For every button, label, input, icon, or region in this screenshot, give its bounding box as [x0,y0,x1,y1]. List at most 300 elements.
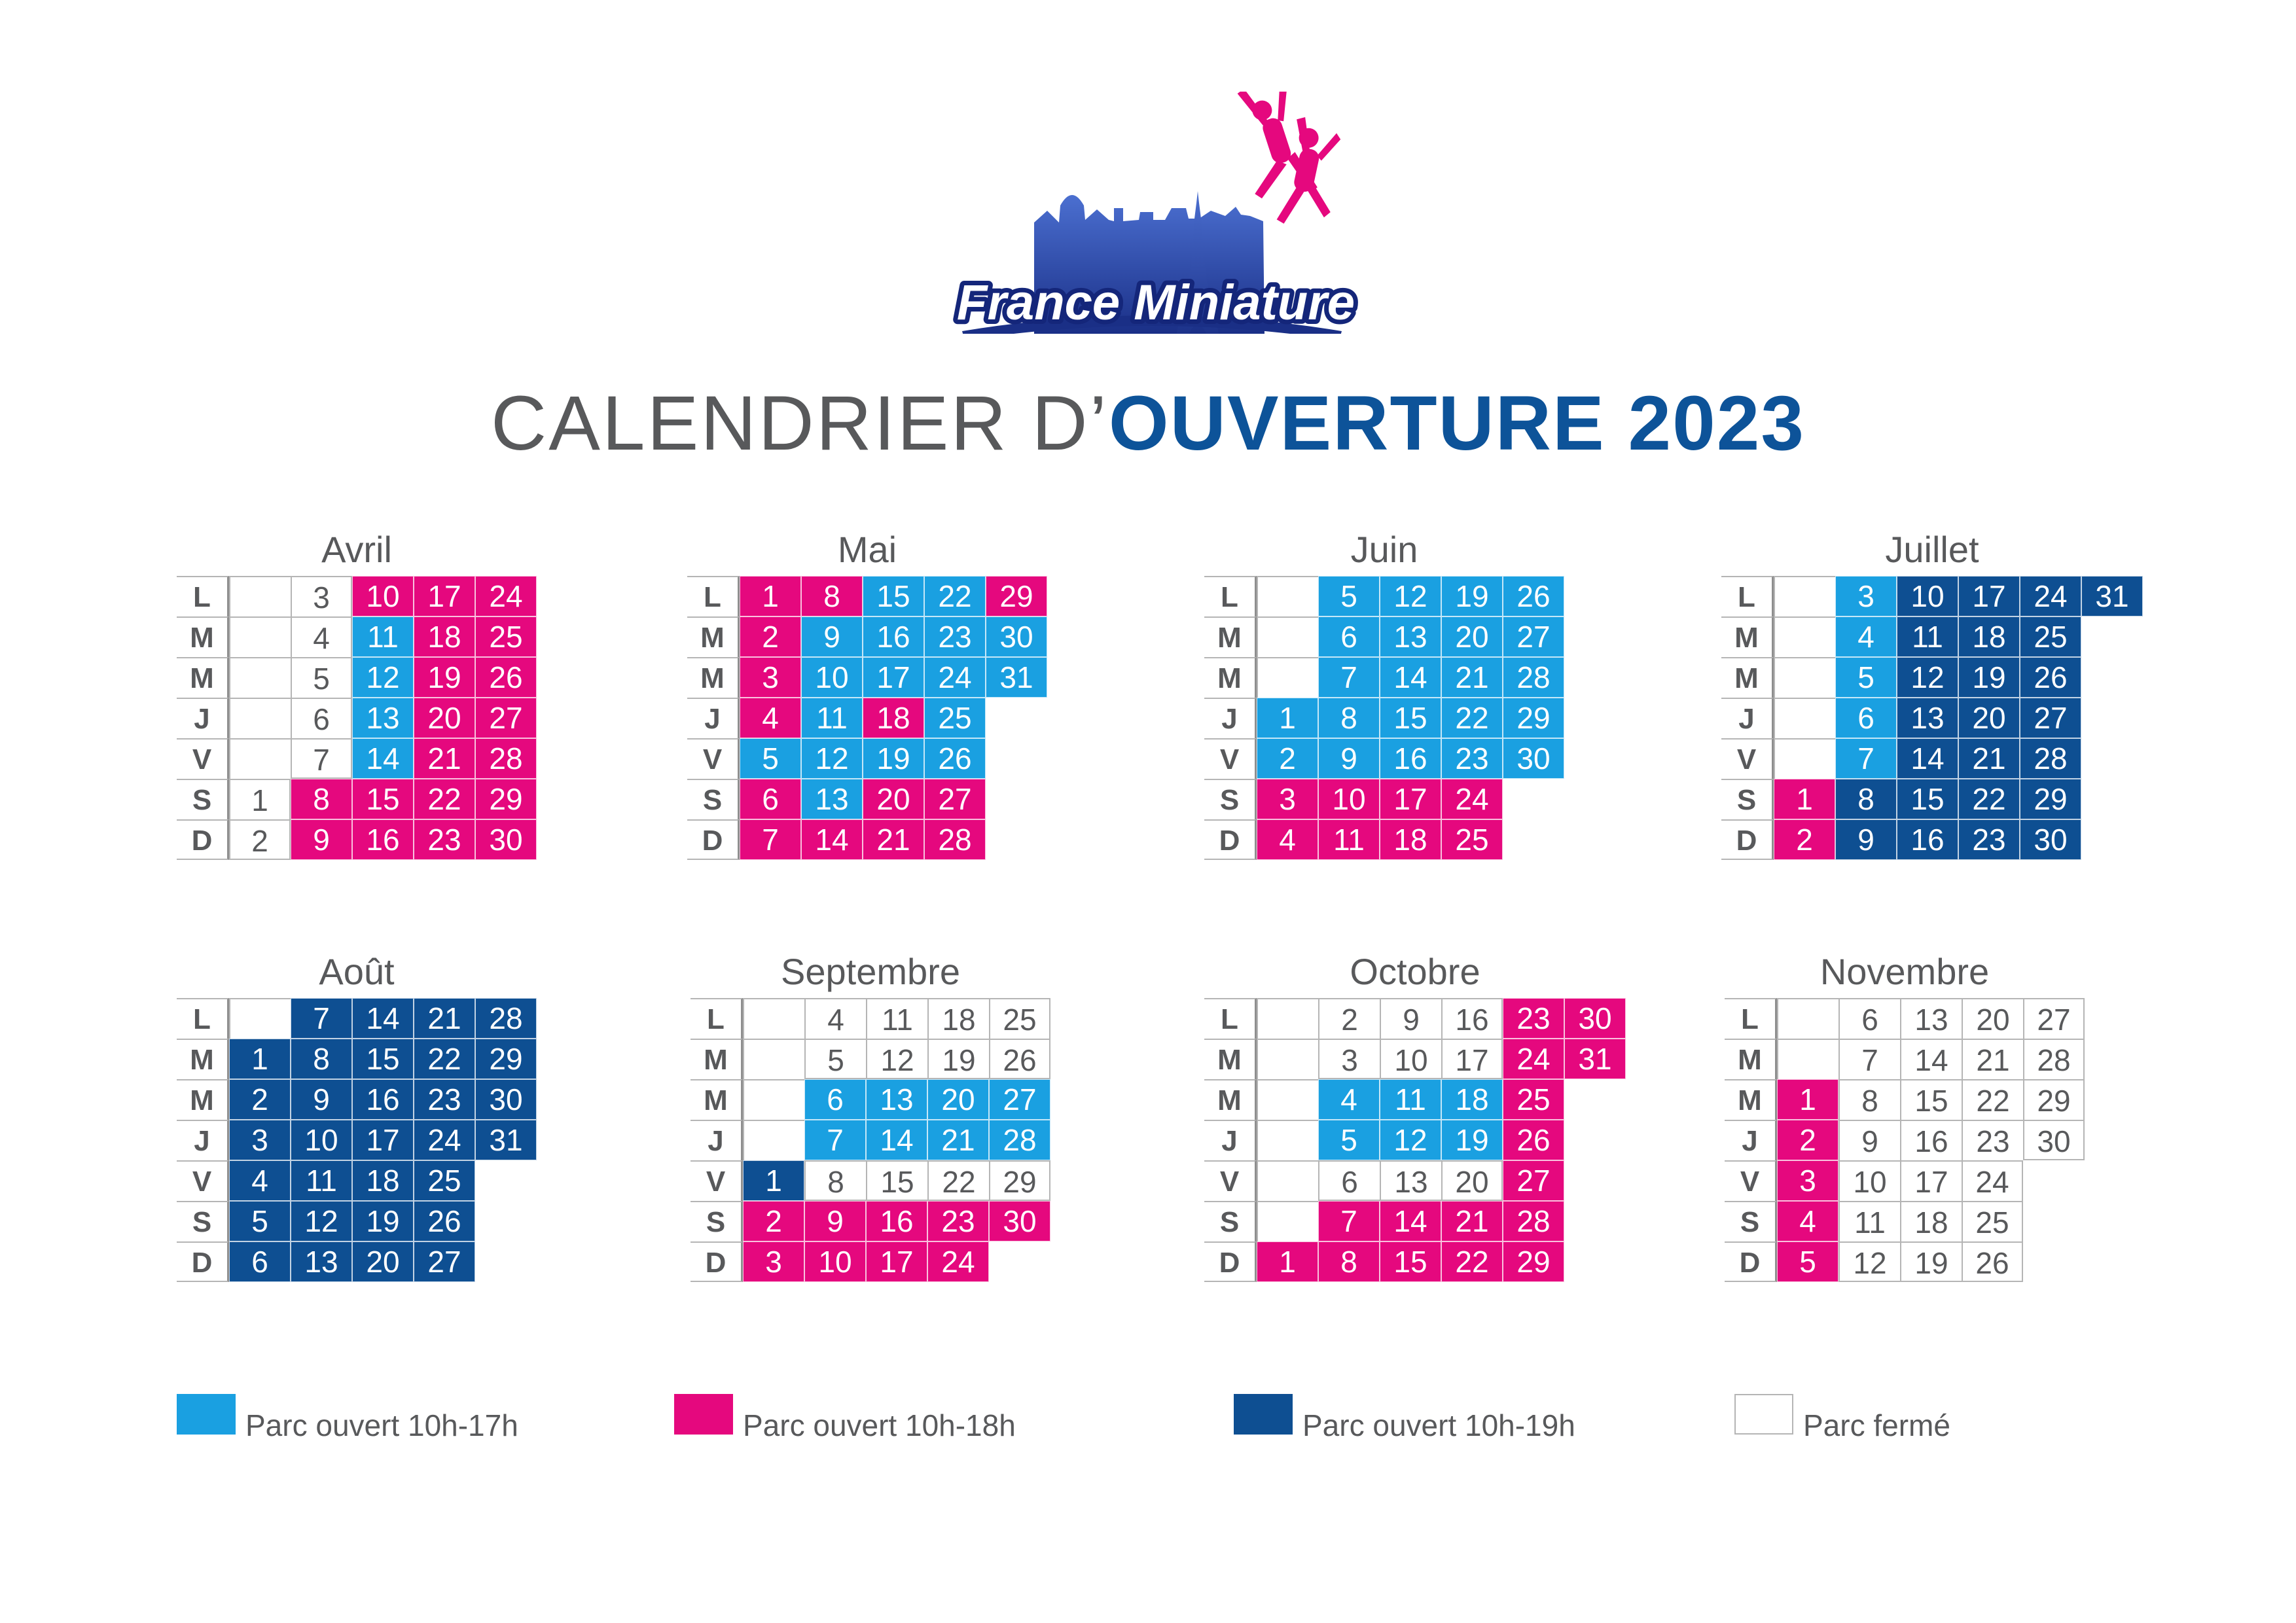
weekday-label: V [691,1160,743,1201]
day-cell: 16 [1900,1120,1962,1160]
weekday-label: L [177,998,229,1039]
day-cell: 24 [1962,1160,2023,1201]
day-cell: 5 [1318,576,1380,616]
day-cell: 5 [229,1201,291,1241]
day-cell: 28 [1503,657,1564,698]
month-name: Octobre [1350,951,1480,992]
empty-day-cell [1257,998,1318,1039]
day-cell: 14 [801,819,863,860]
day-cell: 22 [924,576,986,616]
day-cell: 1 [1777,1079,1839,1120]
day-cell: 23 [414,1079,475,1120]
day-cell: 15 [863,576,924,616]
weekday-label: M [177,1079,229,1120]
day-cell: 13 [1897,698,1958,738]
month-novembre [1725,946,2130,1312]
day-cell: 19 [414,657,475,698]
day-cell: 26 [414,1201,475,1241]
day-cell: 13 [352,698,414,738]
day-cell: 15 [1900,1079,1962,1120]
day-cell: 22 [414,779,475,819]
day-cell: 23 [1958,819,2020,860]
weekday-label: S [1721,779,1774,819]
weekday-label: D [1204,1241,1257,1282]
day-cell: 18 [1441,1079,1503,1120]
day-cell: 3 [1835,576,1897,616]
day-cell: 28 [475,998,537,1039]
day-cell: 2 [740,616,801,657]
empty-day-cell [229,657,291,698]
day-cell: 6 [229,1241,291,1282]
weekday-label: S [1204,779,1257,819]
day-cell: 5 [1318,1120,1380,1160]
page-title [0,374,2296,473]
day-cell: 28 [2020,738,2081,779]
day-cell: 26 [2020,657,2081,698]
day-cell: 9 [801,616,863,657]
empty-day-cell [1257,1120,1318,1160]
weekday-label: D [177,1241,229,1282]
day-cell: 25 [475,616,537,657]
day-cell: 17 [866,1241,927,1282]
weekday-label: J [1204,698,1257,738]
empty-day-cell [743,998,804,1039]
day-cell: 14 [352,998,414,1039]
day-cell: 19 [927,1039,989,1079]
day-cell: 1 [743,1160,804,1201]
legend-swatch [177,1394,236,1435]
day-cell: 24 [475,576,537,616]
legend-label: Parc ouvert 10h-19h [1302,1408,1575,1442]
month-name: Novembre [1820,951,1990,992]
day-cell: 4 [1835,616,1897,657]
weekday-label: M [687,616,740,657]
day-cell: 11 [1839,1201,1900,1241]
day-cell: 5 [740,738,801,779]
day-cell: 17 [1958,576,2020,616]
day-cell: 30 [1564,998,1626,1039]
day-cell: 1 [1257,698,1318,738]
day-cell: 11 [1318,819,1380,860]
day-cell: 4 [740,698,801,738]
month-juin [1204,524,1610,890]
weekday-label: S [687,779,740,819]
day-cell: 24 [1503,1039,1564,1079]
weekday-label: M [687,657,740,698]
day-cell: 28 [989,1120,1050,1160]
day-cell: 18 [927,998,989,1039]
day-cell: 22 [1962,1079,2023,1120]
day-cell: 6 [1318,1160,1380,1201]
day-cell: 16 [352,1079,414,1120]
month-mai [687,524,1093,890]
day-cell: 16 [1897,819,1958,860]
day-cell: 3 [1257,779,1318,819]
weekday-label: S [177,1201,229,1241]
day-cell: 1 [229,779,291,819]
weekday-label: L [1725,998,1777,1039]
day-cell: 16 [866,1201,927,1241]
day-cell: 23 [1962,1120,2023,1160]
day-cell: 7 [1839,1039,1900,1079]
month-octobre [1204,946,1610,1312]
day-cell: 17 [1380,779,1441,819]
day-cell: 29 [1503,1241,1564,1282]
day-cell: 4 [291,616,352,657]
day-cell: 22 [1441,1241,1503,1282]
day-cell: 29 [475,1039,537,1079]
day-cell: 2 [1777,1120,1839,1160]
day-cell: 16 [1380,738,1441,779]
month-name: Juin [1350,529,1418,570]
weekday-label: V [1725,1160,1777,1201]
day-cell: 17 [352,1120,414,1160]
weekday-label: S [177,779,229,819]
weekday-label: J [687,698,740,738]
weekday-label: J [177,698,229,738]
day-cell: 18 [1380,819,1441,860]
day-cell: 28 [924,819,986,860]
weekday-label: S [1725,1201,1777,1241]
day-cell: 21 [1441,657,1503,698]
day-cell: 20 [352,1241,414,1282]
day-cell: 8 [1318,698,1380,738]
day-cell: 9 [1380,998,1441,1039]
day-cell: 25 [1441,819,1503,860]
day-cell: 24 [2020,576,2081,616]
weekday-label: M [1204,657,1257,698]
day-cell: 23 [1503,998,1564,1039]
weekday-label: V [687,738,740,779]
day-cell: 29 [986,576,1047,616]
weekday-label: M [1204,1039,1257,1079]
weekday-label: L [1204,998,1257,1039]
day-cell: 21 [863,819,924,860]
empty-day-cell [229,998,291,1039]
day-cell: 20 [927,1079,989,1120]
day-cell: 22 [414,1039,475,1079]
weekday-label: S [691,1201,743,1241]
day-cell: 3 [229,1120,291,1160]
day-cell: 2 [743,1201,804,1241]
day-cell: 7 [740,819,801,860]
month-juillet [1721,524,2127,890]
day-cell: 27 [2023,998,2085,1039]
day-cell: 18 [863,698,924,738]
weekday-label: V [177,738,229,779]
empty-day-cell [1257,657,1318,698]
day-cell: 28 [2023,1039,2085,1079]
day-cell: 27 [475,698,537,738]
day-cell: 31 [2081,576,2143,616]
day-cell: 20 [1441,1160,1503,1201]
day-cell: 21 [1441,1201,1503,1241]
day-cell: 26 [924,738,986,779]
day-cell: 9 [1318,738,1380,779]
day-cell: 14 [1380,1201,1441,1241]
day-cell: 25 [414,1160,475,1201]
day-cell: 31 [986,657,1047,698]
month-name: Mai [837,529,897,570]
day-cell: 12 [352,657,414,698]
day-cell: 24 [924,657,986,698]
weekday-label: M [691,1039,743,1079]
day-cell: 4 [1777,1201,1839,1241]
month-name: Septembre [781,951,960,992]
day-cell: 7 [804,1120,866,1160]
weekday-label: V [1721,738,1774,779]
empty-day-cell [1774,657,1835,698]
legend-label: Parc ouvert 10h-18h [743,1408,1016,1442]
day-cell: 2 [1774,819,1835,860]
day-cell: 29 [2020,779,2081,819]
day-cell: 27 [2020,698,2081,738]
title-prefix: CALENDRIER D’ [491,380,1109,467]
weekday-label: L [177,576,229,616]
day-cell: 19 [352,1201,414,1241]
day-cell: 20 [1962,998,2023,1039]
month-name: Juillet [1885,529,1979,570]
day-cell: 5 [804,1039,866,1079]
day-cell: 8 [1318,1241,1380,1282]
day-cell: 15 [352,779,414,819]
empty-day-cell [1257,576,1318,616]
day-cell: 21 [1958,738,2020,779]
empty-day-cell [1774,616,1835,657]
empty-day-cell [229,576,291,616]
day-cell: 1 [740,576,801,616]
weekday-label: M [177,616,229,657]
day-cell: 14 [866,1120,927,1160]
day-cell: 30 [2020,819,2081,860]
day-cell: 11 [1380,1079,1441,1120]
day-cell: 1 [1774,779,1835,819]
day-cell: 27 [414,1241,475,1282]
day-cell: 18 [1900,1201,1962,1241]
day-cell: 13 [1380,616,1441,657]
day-cell: 7 [1835,738,1897,779]
day-cell: 9 [291,1079,352,1120]
day-cell: 4 [229,1160,291,1201]
day-cell: 13 [1900,998,1962,1039]
day-cell: 21 [927,1120,989,1160]
legend-swatch [1234,1394,1293,1435]
weekday-label: D [687,819,740,860]
empty-day-cell [743,1039,804,1079]
month-septembre [691,946,1096,1312]
day-cell: 12 [1380,576,1441,616]
empty-day-cell [1257,1160,1318,1201]
empty-day-cell [743,1120,804,1160]
day-cell: 11 [1897,616,1958,657]
day-cell: 3 [743,1241,804,1282]
day-cell: 17 [1441,1039,1503,1079]
day-cell: 16 [352,819,414,860]
day-cell: 6 [1839,998,1900,1039]
day-cell: 10 [291,1120,352,1160]
day-cell: 3 [1777,1160,1839,1201]
weekday-label: L [1721,576,1774,616]
day-cell: 25 [989,998,1050,1039]
weekday-label: D [1725,1241,1777,1282]
day-cell: 6 [740,779,801,819]
day-cell: 4 [1257,819,1318,860]
day-cell: 20 [1958,698,2020,738]
day-cell: 5 [1777,1241,1839,1282]
weekday-label: V [1204,738,1257,779]
empty-day-cell [229,616,291,657]
day-cell: 23 [1441,738,1503,779]
day-cell: 18 [1958,616,2020,657]
empty-day-cell [1257,1079,1318,1120]
day-cell: 15 [866,1160,927,1201]
day-cell: 19 [1900,1241,1962,1282]
day-cell: 26 [1503,1120,1564,1160]
day-cell: 7 [1318,1201,1380,1241]
day-cell: 17 [1900,1160,1962,1201]
day-cell: 1 [229,1039,291,1079]
weekday-label: L [687,576,740,616]
day-cell: 15 [1380,698,1441,738]
day-cell: 30 [475,1079,537,1120]
day-cell: 9 [1839,1120,1900,1160]
weekday-label: J [1204,1120,1257,1160]
day-cell: 22 [1441,698,1503,738]
day-cell: 27 [924,779,986,819]
month-avril [177,524,583,890]
day-cell: 8 [291,779,352,819]
day-cell: 8 [1835,779,1897,819]
day-cell: 27 [1503,1160,1564,1201]
day-cell: 7 [291,738,352,779]
day-cell: 15 [352,1039,414,1079]
empty-day-cell [229,698,291,738]
day-cell: 30 [1503,738,1564,779]
day-cell: 26 [989,1039,1050,1079]
day-cell: 20 [863,779,924,819]
weekday-label: V [1204,1160,1257,1201]
month-name: Avril [321,529,392,570]
day-cell: 13 [291,1241,352,1282]
day-cell: 19 [1441,1120,1503,1160]
day-cell: 2 [1257,738,1318,779]
day-cell: 20 [1441,616,1503,657]
legend-swatch [1734,1394,1793,1435]
day-cell: 13 [801,779,863,819]
day-cell: 25 [1503,1079,1564,1120]
weekday-label: L [1204,576,1257,616]
day-cell: 10 [801,657,863,698]
weekday-label: M [177,657,229,698]
day-cell: 31 [475,1120,537,1160]
day-cell: 12 [801,738,863,779]
day-cell: 14 [1897,738,1958,779]
weekday-label: J [1721,698,1774,738]
day-cell: 29 [475,779,537,819]
day-cell: 21 [414,738,475,779]
day-cell: 23 [924,616,986,657]
day-cell: 24 [1441,779,1503,819]
day-cell: 9 [804,1201,866,1241]
day-cell: 24 [414,1120,475,1160]
day-cell: 28 [475,738,537,779]
weekday-label: M [1725,1039,1777,1079]
weekday-label: M [691,1079,743,1120]
day-cell: 11 [866,998,927,1039]
day-cell: 12 [1897,657,1958,698]
day-cell: 8 [1839,1079,1900,1120]
day-cell: 8 [801,576,863,616]
empty-day-cell [1774,698,1835,738]
weekday-label: V [177,1160,229,1201]
day-cell: 28 [1503,1201,1564,1241]
day-cell: 6 [1318,616,1380,657]
france-miniature-logo [942,92,1361,334]
day-cell: 3 [291,576,352,616]
day-cell: 15 [1380,1241,1441,1282]
empty-day-cell [1777,1039,1839,1079]
day-cell: 30 [989,1201,1050,1241]
title-emphasis: OUVERTURE 2023 [1108,380,1805,467]
weekday-label: J [691,1120,743,1160]
day-cell: 7 [1318,657,1380,698]
day-cell: 12 [1839,1241,1900,1282]
weekday-label: J [177,1120,229,1160]
empty-day-cell [1257,1039,1318,1079]
day-cell: 3 [740,657,801,698]
day-cell: 11 [291,1160,352,1201]
day-cell: 17 [414,576,475,616]
day-cell: 27 [989,1079,1050,1120]
legend-label: Parc ouvert 10h-17h [245,1408,518,1442]
day-cell: 19 [863,738,924,779]
day-cell: 5 [1835,657,1897,698]
day-cell: 14 [352,738,414,779]
day-cell: 27 [1503,616,1564,657]
day-cell: 24 [927,1241,989,1282]
day-cell: 17 [863,657,924,698]
day-cell: 26 [475,657,537,698]
day-cell: 16 [863,616,924,657]
weekday-label: D [177,819,229,860]
day-cell: 14 [1900,1039,1962,1079]
day-cell: 6 [291,698,352,738]
day-cell: 22 [1958,779,2020,819]
month-aout [177,946,583,1312]
day-cell: 9 [1835,819,1897,860]
weekday-label: M [1204,1079,1257,1120]
day-cell: 26 [1503,576,1564,616]
day-cell: 14 [1380,657,1441,698]
day-cell: 25 [2020,616,2081,657]
empty-day-cell [1777,998,1839,1039]
empty-day-cell [1257,1201,1318,1241]
day-cell: 30 [986,616,1047,657]
day-cell: 11 [352,616,414,657]
empty-day-cell [1257,616,1318,657]
day-cell: 22 [927,1160,989,1201]
day-cell: 29 [2023,1079,2085,1120]
day-cell: 18 [414,616,475,657]
day-cell: 4 [804,998,866,1039]
day-cell: 29 [1503,698,1564,738]
weekday-label: M [177,1039,229,1079]
legend-label: Parc fermé [1803,1408,1950,1442]
weekday-label: M [1721,657,1774,698]
day-cell: 8 [804,1160,866,1201]
day-cell: 12 [291,1201,352,1241]
day-cell: 18 [352,1160,414,1201]
